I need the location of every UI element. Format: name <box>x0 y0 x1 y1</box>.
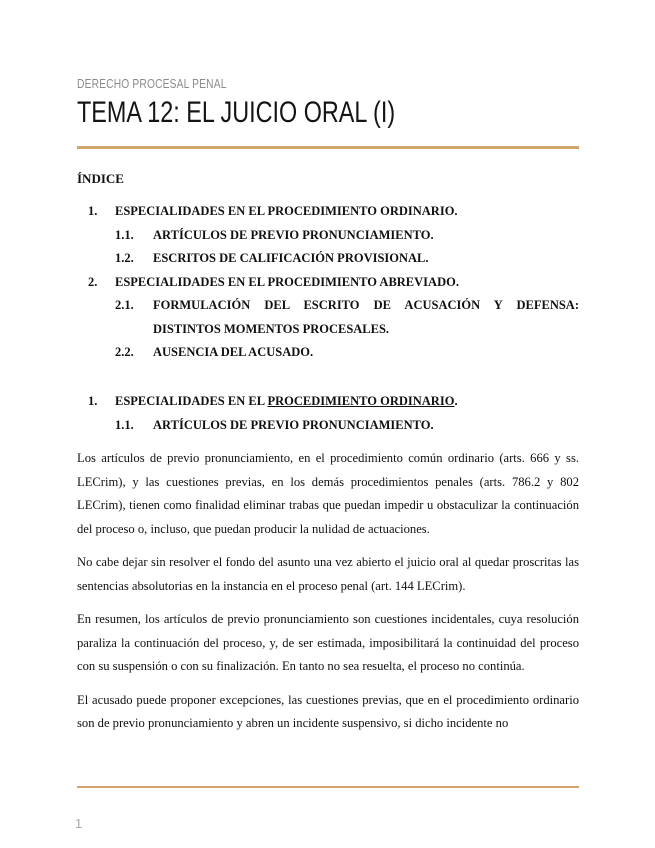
paragraph: Los artículos de previo pronunciamiento, en el procedimiento común ordinario (arts. 666 y ss. LECrim), y las cuestiones previas, en los demás procedimientos penales (arts. 786.2 y 802 LECrim), tienen como finalidad eliminar trabas que puedan impedir u obstaculizar la continuación del proceso o, incluso, que puedan producir la nulidad de actuaciones. <box>77 451 579 536</box>
paragraph: El acusado puede proponer excepciones, las cuestiones previas, que en el procedimiento ordinario son de previo pronunciamiento y abren un incidente suspensivo, si dicho incidente no <box>77 692 579 730</box>
section-heading <box>77 390 579 437</box>
footer-divider <box>77 786 579 788</box>
toc-item <box>77 294 579 341</box>
toc-item-number: 2.1. <box>115 298 134 312</box>
toc-item <box>77 200 579 224</box>
subsection-title <box>77 414 579 438</box>
subsection-text: ARTÍCULOS DE PREVIO PRONUNCIAMIENTO. <box>153 417 434 432</box>
toc-item <box>77 247 579 271</box>
toc-item-number: 2. <box>88 274 98 289</box>
toc-item-number: 2.2. <box>115 345 134 359</box>
index-heading: ÍNDICE <box>77 171 124 186</box>
paragraph: No cabe dejar sin resolver el fondo del asunto una vez abierto el juicio oral al quedar proscritas las sentencias absolutorias en la instancia en el proceso penal (art. 144 LECrim). <box>77 555 579 593</box>
toc-item <box>77 341 579 365</box>
table-of-contents <box>77 200 579 365</box>
section-number: 1. <box>88 394 98 408</box>
section-title <box>77 390 579 414</box>
section-title-prefix: ESPECIALIDADES EN EL <box>115 394 268 408</box>
section-title-underlined: PROCEDIMIENTO ORDINARIO <box>267 394 455 408</box>
toc-item-text: ARTÍCULOS DE PREVIO PRONUNCIAMIENTO. <box>153 227 434 242</box>
toc-item <box>77 271 579 295</box>
toc-item-text: AUSENCIA DEL ACUSADO. <box>153 345 314 359</box>
page-title: TEMA 12: EL JUICIO ORAL (I) <box>77 96 396 129</box>
subject-label: DERECHO PROCESAL PENAL <box>77 77 227 91</box>
page-number: 1 <box>75 816 83 831</box>
body-text <box>77 447 579 746</box>
section-title-suffix: . <box>454 394 458 408</box>
toc-item-text: ESCRITOS DE CALIFICACIÓN PROVISIONAL. <box>153 251 429 265</box>
paragraph: En resumen, los artículos de previo pronunciamiento son cuestiones incidentales, cuya resolución paraliza la continuación del proceso, y, de ser estimada, imposibilitará la continuidad del proceso con su suspensión o con su finalización. En tanto no sea resuelta, el proceso no continúa. <box>77 612 579 673</box>
toc-item-number: 1. <box>88 204 98 218</box>
toc-item-text: FORMULACIÓN DEL ESCRITO DE ACUSACIÓN Y DEFENSA: DISTINTOS MOMENTOS PROCESALES. <box>153 298 579 336</box>
subsection-number: 1.1. <box>115 417 134 432</box>
header-divider <box>77 146 579 149</box>
toc-item-text: ESPECIALIDADES EN EL PROCEDIMIENTO ABREVIADO. <box>115 274 459 289</box>
toc-item <box>77 224 579 248</box>
toc-item-number: 1.2. <box>115 251 134 265</box>
toc-item-text: ESPECIALIDADES EN EL PROCEDIMIENTO ORDINARIO. <box>115 204 458 218</box>
toc-item-number: 1.1. <box>115 227 134 242</box>
